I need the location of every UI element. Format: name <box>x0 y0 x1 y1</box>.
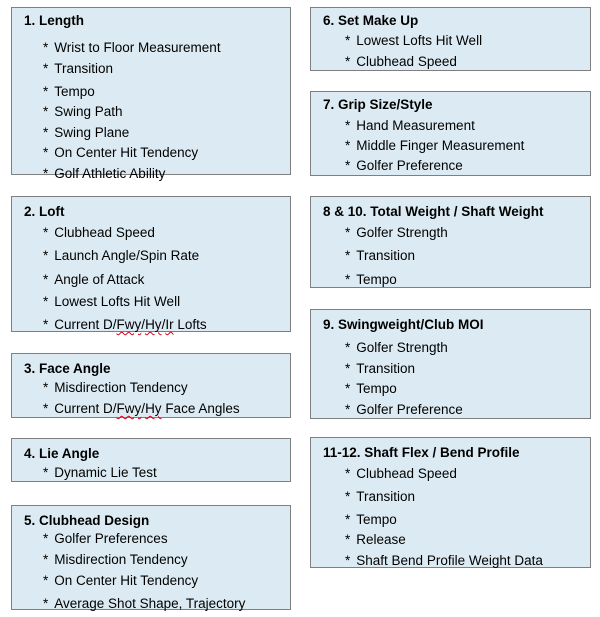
list-item-transition <box>345 361 415 376</box>
list-item-golfer-preference <box>345 158 463 173</box>
bullet-icon: * <box>43 84 49 99</box>
item-label: Transition <box>356 248 416 263</box>
list-item-wrist-to-floor-measurement <box>43 40 221 55</box>
item-label: Average Shot Shape, Trajectory <box>54 596 246 611</box>
list-item-clubhead-speed <box>345 54 457 69</box>
bullet-icon: * <box>345 402 351 417</box>
list-item-dynamic-lie-test <box>43 465 157 480</box>
item-label: Swing Plane <box>54 125 130 140</box>
box-title: 5. Clubhead Design <box>24 513 150 528</box>
bullet-icon: * <box>43 225 49 240</box>
item-label: Transition <box>54 61 114 76</box>
item-label: Clubhead Speed <box>356 466 457 481</box>
item-label: Golfer Strength <box>356 225 448 240</box>
bullet-icon: * <box>345 512 351 527</box>
item-label: Misdirection Tendency <box>54 380 188 395</box>
box-title: 2. Loft <box>24 204 65 219</box>
list-item-transition <box>345 248 415 263</box>
list-item-golf-athletic-ability <box>43 166 165 181</box>
list-item-lowest-lofts-hit-well <box>345 33 482 48</box>
list-item-transition <box>345 489 415 504</box>
bullet-icon: * <box>345 248 351 263</box>
item-label: Golfer Preference <box>356 158 463 173</box>
bullet-icon: * <box>43 125 49 140</box>
list-item-angle-of-attack <box>43 272 144 287</box>
list-item-clubhead-speed <box>345 466 457 481</box>
bullet-icon: * <box>43 552 49 567</box>
bullet-icon: * <box>43 40 49 55</box>
bullet-icon: * <box>345 118 351 133</box>
bullet-icon: * <box>43 294 49 309</box>
bullet-icon: * <box>43 380 49 395</box>
list-item-launch-angle-spin-rate <box>43 248 199 263</box>
list-item-tempo <box>345 512 397 527</box>
right-box-3 <box>310 196 591 288</box>
right-box-5 <box>310 437 591 568</box>
bullet-icon: * <box>43 166 49 181</box>
bullet-icon: * <box>43 596 49 611</box>
item-label: Release <box>356 532 406 547</box>
box-title: 7. Grip Size/Style <box>323 97 433 112</box>
item-label: Wrist to Floor Measurement <box>54 40 221 55</box>
bullet-icon: * <box>43 104 49 119</box>
left-box-2 <box>11 196 291 332</box>
item-label: Golfer Preferences <box>54 531 168 546</box>
list-item-on-center-hit-tendency <box>43 145 198 160</box>
list-item-lowest-lofts-hit-well <box>43 294 180 309</box>
left-box-1 <box>11 7 291 181</box>
item-label: Lowest Lofts Hit Well <box>54 294 181 309</box>
bullet-icon: * <box>345 158 351 173</box>
item-label: On Center Hit Tendency <box>54 145 199 160</box>
bullet-icon: * <box>345 33 351 48</box>
item-label: Transition <box>356 489 416 504</box>
list-item-current-d-fwy-hy-ir-lofts <box>43 317 207 332</box>
bullet-icon: * <box>43 531 49 546</box>
item-label: Hand Measurement <box>356 118 475 133</box>
bullet-icon: * <box>43 317 49 332</box>
bullet-icon: * <box>345 381 351 396</box>
bullet-icon: * <box>43 272 49 287</box>
box-title: 4. Lie Angle <box>24 446 100 461</box>
list-item-average-shot-shape-trajectory <box>43 596 245 611</box>
item-label: Current D/Fwy/Hy/Ir Lofts <box>54 317 207 332</box>
list-item-golfer-strength <box>345 225 448 240</box>
bullet-icon: * <box>43 248 49 263</box>
item-label: Launch Angle/Spin Rate <box>54 248 200 263</box>
list-item-hand-measurement <box>345 118 475 133</box>
item-label: Transition <box>356 361 416 376</box>
list-item-release <box>345 532 406 547</box>
list-item-swing-path <box>43 104 123 119</box>
list-item-tempo <box>43 84 95 99</box>
list-item-tempo <box>345 272 397 287</box>
box-title: 8 & 10. Total Weight / Shaft Weight <box>323 204 544 219</box>
list-item-misdirection-tendency <box>43 552 188 567</box>
bullet-icon: * <box>345 272 351 287</box>
list-item-clubhead-speed <box>43 225 155 240</box>
item-label: Golfer Strength <box>356 340 448 355</box>
list-item-middle-finger-measurement <box>345 138 524 153</box>
bullet-icon: * <box>345 553 351 568</box>
item-label: Clubhead Speed <box>356 54 457 69</box>
list-item-tempo <box>345 381 397 396</box>
list-item-golfer-preference <box>345 402 463 417</box>
list-item-transition <box>43 61 113 76</box>
left-box-3 <box>11 353 291 418</box>
right-box-2 <box>310 91 591 176</box>
box-title: 9. Swingweight/Club MOI <box>323 317 484 332</box>
list-item-misdirection-tendency <box>43 380 188 395</box>
bullet-icon: * <box>43 145 49 160</box>
bullet-icon: * <box>345 225 351 240</box>
item-label: Tempo <box>54 84 95 99</box>
item-label: Angle of Attack <box>54 272 145 287</box>
item-label: Current D/Fwy/Hy Face Angles <box>54 401 240 416</box>
item-label: Swing Path <box>54 104 123 119</box>
left-box-5 <box>11 505 291 610</box>
box-title: 6. Set Make Up <box>323 13 419 28</box>
bullet-icon: * <box>345 340 351 355</box>
list-item-current-d-fwy-hy-face-angles <box>43 401 240 416</box>
item-label: Tempo <box>356 272 397 287</box>
bullet-icon: * <box>345 361 351 376</box>
item-label: Shaft Bend Profile Weight Data <box>356 553 543 568</box>
bullet-icon: * <box>345 489 351 504</box>
list-item-swing-plane <box>43 125 129 140</box>
bullet-icon: * <box>43 61 49 76</box>
box-title: 11-12. Shaft Flex / Bend Profile <box>323 445 520 460</box>
left-box-4 <box>11 438 291 482</box>
bullet-icon: * <box>345 138 351 153</box>
item-label: Tempo <box>356 512 397 527</box>
item-label: Golfer Preference <box>356 402 463 417</box>
list-item-golfer-preferences <box>43 531 168 546</box>
list-item-shaft-bend-profile-weight-data <box>345 553 543 568</box>
bullet-icon: * <box>43 573 49 588</box>
bullet-icon: * <box>43 465 49 480</box>
item-label: Clubhead Speed <box>54 225 155 240</box>
item-label: Dynamic Lie Test <box>54 465 157 480</box>
bullet-icon: * <box>345 466 351 481</box>
bullet-icon: * <box>345 532 351 547</box>
bullet-icon: * <box>345 54 351 69</box>
item-label: Tempo <box>356 381 397 396</box>
right-box-1 <box>310 7 591 71</box>
right-box-4 <box>310 309 591 419</box>
item-label: Misdirection Tendency <box>54 552 188 567</box>
box-title: 3. Face Angle <box>24 361 111 376</box>
item-label: Lowest Lofts Hit Well <box>356 33 483 48</box>
box-title: 1. Length <box>24 13 84 28</box>
list-item-on-center-hit-tendency <box>43 573 198 588</box>
item-label: Golf Athletic Ability <box>54 166 166 181</box>
bullet-icon: * <box>43 401 49 416</box>
list-item-golfer-strength <box>345 340 448 355</box>
item-label: Middle Finger Measurement <box>356 138 525 153</box>
item-label: On Center Hit Tendency <box>54 573 199 588</box>
